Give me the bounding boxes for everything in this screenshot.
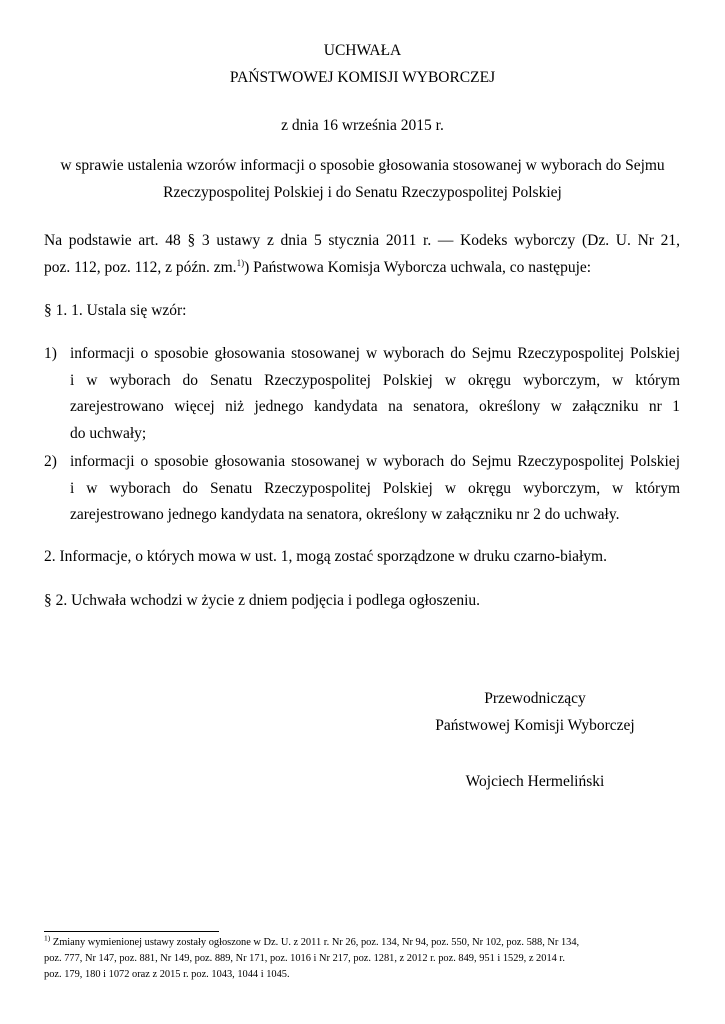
signature-body: Państwowej Komisji Wyborczej <box>435 717 635 734</box>
preamble-line-1: Na podstawie art. 48 § 3 ustawy z dnia 5 stycznia 2011 r. — Kodeks wyborczy (Dz. U. Nr 21, <box>44 232 680 249</box>
signatory-name: Wojciech Hermeliński <box>465 773 605 790</box>
document-date: z dnia 16 września 2015 r. <box>281 117 444 134</box>
footnote-line-1: $^{1)}$ Zmiany wymienionej ustawy zostały ogłoszone w Dz. U. z 2011 r. Nr 26, poz. 134, Nr 94, poz. 550, Nr 102, poz. 588, Nr 134, <box>44 933 580 948</box>
list-item-2-line-2: i w wyborach do Senatu Rzeczypospolitej Polskiej w okręgu wyborczym, w którym <box>70 480 680 497</box>
document-title: UCHWAŁA <box>323 42 402 59</box>
list-item-1-line-1: informacji o sposobie głosowania stosowanej w wyborach do Sejmu Rzeczypospolitej Polskiej <box>70 345 680 362</box>
list-item-2-line-3: zarejestrowano jednego kandydata na senatora, określony w załączniku nr 2 do uchwały. <box>70 506 620 523</box>
list-item-1-line-4: do uchwały; <box>70 425 147 442</box>
list-item-1-line-2: i w wyborach do Senatu Rzeczypospolitej Polskiej w okręgu wyborczym, w którym <box>70 372 680 389</box>
signature-role: Przewodniczący <box>484 690 586 707</box>
footnote-reference: 1) <box>236 257 245 268</box>
footnote-line-2: poz. 777, Nr 147, poz. 881, Nr 149, poz. 889, Nr 171, poz. 1016 i Nr 217, poz. 1281, z 2012 r. poz. 849, 951 i 1529, z 2014 r. <box>44 953 565 964</box>
list-item-1-line-3: zarejestrowano więcej niż jednego kandydata na senatora, określony w załączniku nr 1 <box>70 398 680 415</box>
footnote-line-3: poz. 179, 180 i 1072 oraz z 2015 r. poz. 1043, 1044 i 1045. <box>44 969 290 980</box>
list-item-2-line-1: informacji o sposobie głosowania stosowanej w wyborach do Sejmu Rzeczypospolitej Polskiej <box>70 453 680 470</box>
issuer-name: PAŃSTWOWEJ KOMISJI WYBORCZEJ <box>229 69 496 86</box>
footnote-separator <box>44 931 219 932</box>
section-2-text: § 2. Uchwała wchodzi w życie z dniem podjęcia i podlega ogłoszeniu. <box>44 592 481 609</box>
subject-line-1: w sprawie ustalenia wzorów informacji o sposobie głosowania stosowanej w wyborach do Sejmu <box>60 157 665 174</box>
footnote-marker: 1) <box>44 933 51 943</box>
preamble-line-2: poz. 112, poz. 112, z późn. zm.$^{1)}$) Państwowa Komisja Wyborcza uchwala, co następuje: <box>44 257 592 276</box>
section-1-paragraph-2: 2. Informacje, o których mowa w ust. 1, mogą zostać sporządzone w druku czarno-białym. <box>44 548 607 565</box>
list-item-number: 1) <box>44 345 57 362</box>
list-item-number: 2) <box>44 453 57 470</box>
subject-line-2: Rzeczypospolitej Polskiej i do Senatu Rzeczypospolitej Polskiej <box>163 184 562 201</box>
section-1-intro: § 1. 1. Ustala się wzór: <box>44 302 187 319</box>
